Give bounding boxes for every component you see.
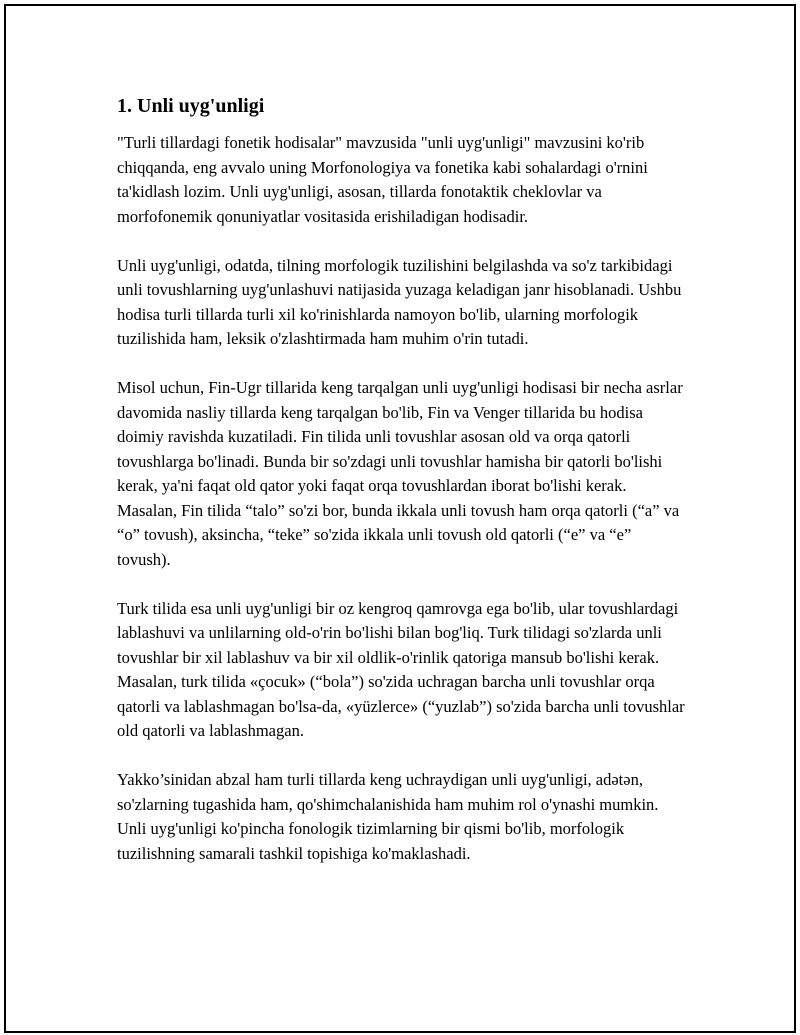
paragraph-intro: "Turli tillardagi fonetik hodisalar" mavzusida "unli uyg'unligi" mavzusini ko'rib chiqqanda, eng avvalo uning Morfonologiya va fonetika kabi sohalardagi o'rnini ta'kidlash lozim. Unli uyg'unligi, asosan, tillarda fonotaktik cheklovlar va morfofonemik qonuniyatlar vositasida erishiladigan hodisadir.	[117, 133, 648, 226]
paragraph-morphology: Unli uyg'unligi, odatda, tilning morfologik tuzilishini belgilashda va so'z tarkibidagi unli tovushlarning uyg'unlashuvi natijasida yuzaga keladigan janr hisoblanadi. Ushbu hodisa turli tillarda turli xil ko'rinishlarda namoyon bo'lib, ularning morfologik tuzilishida ham, leksik o'zlashtirmada ham muhim o'rin tutadi.	[117, 255, 682, 348]
paragraph-conclusion: Yakko’sinidan abzal ham turli tillarda keng uchraydigan unli uyg'unligi, adətən, so'zlarning tugashida ham, qo'shimchalanishida ham muhim rol o'ynashi mumkin. Unli uyg'unligi ko'pincha fonologik tizimlarning bir qismi bo'lib, morfologik tuzilishning samarali tashkil topishiga ko'maklashadi.	[117, 770, 659, 863]
document-body	[117, 92, 687, 891]
paragraph-finno-ugric: Misol uchun, Fin-Ugr tillarida keng tarqalgan unli uyg'unligi hodisasi bir necha asrlar davomida nasliy tillarda keng tarqalgan bo'lib, Fin va Venger tillarida bu hodisa doimiy ravishda kuzatiladi. Fin tilida unli tovushlar asosan old va orqa qatorli tovushlarga bo'linadi. Bunda bir so'zdagi unli tovushlar hamisha bir qatorli bo'lishi kerak, ya'ni faqat old qator yoki faqat orqa tovushlardan iborat bo'lishi kerak. Masalan, Fin tilida “talo” so'zi bor, bunda ikkala unli tovush ham orqa qatorli (“a” va “o” tovush), aksincha, “teke” so'zida ikkala unli tovush old qatorli (“e” va “e” tovush).	[117, 378, 683, 569]
section-heading: 1. Unli uyg'unligi	[117, 95, 265, 117]
paragraph-turkish: Turk tilida esa unli uyg'unligi bir oz kengroq qamrovga ega bo'lib, ular tovushlardagi lablashuvi va unlilarning old-o'rin bo'lishi bilan bog'liq. Turk tilidagi so'zlarda unli tovushlar bir xil lablashuv va bir xil oldlik-o'rinlik qatoriga mansub bo'lishi kerak. Masalan, turk tilida «çocuk» (“bola”) so'zida uchragan barcha unli tovushlar orqa qatorli va lablashmagan bo'lsa-da, «yüzlerce» (“yuzlab”) so'zida barcha unli tovushlar old qatorli va lablashmagan.	[117, 598, 685, 740]
